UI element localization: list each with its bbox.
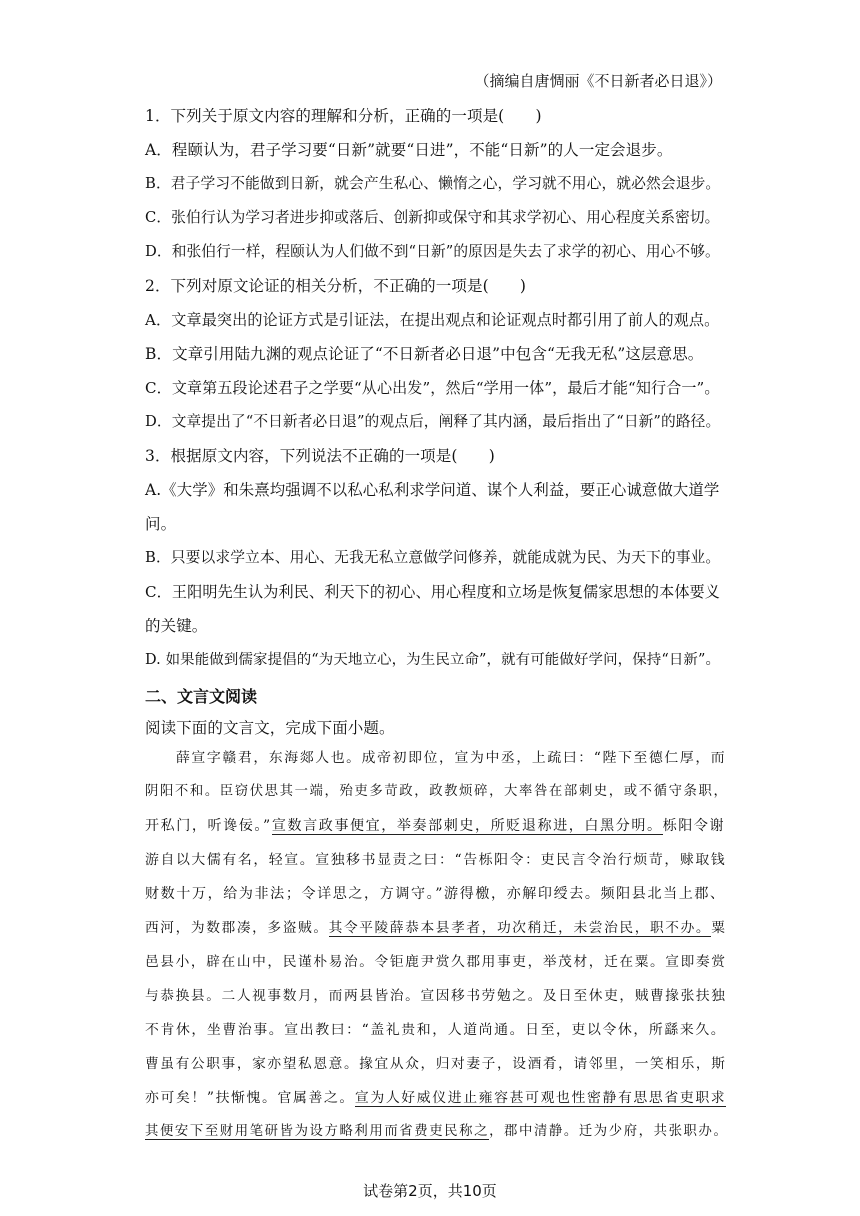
question-2-option-b: B．文章引用陆九渊的观点论证了“不日新者必日退”中包含“无我无私”这层意思。 <box>145 345 704 363</box>
passage-line <box>145 918 727 938</box>
underlined-sentence: 宣为人好威仪进止雍容甚可观也性密静有思思省吏职求 <box>354 1090 727 1106</box>
question-2-option-c: C．文章第五段论述君子之学要“从心出发”，然后“学用一体”，最后才能“知行合一”。 <box>145 379 720 397</box>
question-1-option-a: A．程颐认为，君子学习要“日新”就要“日进”，不能“日新”的人一定会退步。 <box>145 141 673 159</box>
passage-text: 粟 <box>711 920 727 936</box>
page-footer: 试卷第2页，共10页 <box>363 1182 497 1200</box>
underlined-sentence: 其便安下至财用笔研皆为设方略利用而省费吏民称之 <box>145 1124 490 1139</box>
passage-text: 开私门，听谗佞。” <box>145 818 272 834</box>
passage-line: 与恭换县。二人视事数月，而两县皆治。宣因移书劳勉之。及日至休吏，贼曹掾张扶独 <box>145 988 727 1004</box>
passage-text: 栎阳令谢 <box>662 818 726 834</box>
question-1-stem: 1．下列关于原文内容的理解和分析，正确的一项是( ) <box>145 107 542 125</box>
question-2-option-a: A．文章最突出的论证方式是引证法，在提出观点和论证观点时都引用了前人的观点。 <box>145 311 720 329</box>
passage-line: 曹虽有公职事，家亦望私恩意。掾宜从众，归对妻子，设酒肴，请邻里，一笑相乐，斯 <box>145 1056 727 1072</box>
passage-line: 薛宣字赣君，东海郯人也。成帝初即位，宣为中丞，上疏曰：“陛下至德仁厚，而 <box>145 750 727 766</box>
question-2-stem: 2．下列对原文论证的相关分析，不正确的一项是( ) <box>145 277 527 295</box>
section-instruction: 阅读下面的文言文，完成下面小题。 <box>145 719 395 737</box>
question-3-option-c-continued: 的关键。 <box>145 617 208 635</box>
question-1-option-d: D．和张伯行一样，程颐认为人们做不到“日新”的原因是失去了求学的初心、用心不够。 <box>145 243 720 260</box>
passage-text: ，郡中清静。迁为少府，共张职办。 <box>489 1124 729 1139</box>
passage-line: 邑县小，辟在山中，民谨朴易治。令钜鹿尹赏久郡用事吏，举茂材，迁在粟。宣即奏赏 <box>145 954 727 970</box>
underlined-sentence: 其令平陵薛恭本县孝者，功次稍迁，未尝治民，职不办。 <box>328 920 712 936</box>
source-citation: （摘编自唐惆丽《不日新者必日退》） <box>474 72 722 90</box>
question-3-option-a: A.《大学》和朱熹均强调不以私心私利求学问道、谋个人利益，要正心诚意做大道学 <box>145 481 720 499</box>
underlined-sentence: 宣数言政事便宜，举奏部刺史，所贬退称进，白黑分明。 <box>271 818 663 834</box>
passage-line: 游自以大儒有名，轻宣。宣独移书显责之曰：“告栎阳令：吏民言令治行烦苛，赇取钱 <box>145 852 727 868</box>
passage-text: 亦可矣！”扶惭愧。官属善之。 <box>145 1090 355 1106</box>
passage-line <box>145 816 726 836</box>
question-2-option-d: D．文章提出了“不日新者必日退”的观点后，阐释了其内涵，最后指出了“日新”的路径。 <box>145 413 721 430</box>
passage-line: 阴阳不和。臣窃伏思其一端，殆吏多苛政，政教烦碎，大率咎在部刺史，或不循守条职， <box>145 784 729 799</box>
passage-line: 不肯休，坐曹治事。宣出教曰：“盖礼贵和，人道尚通。日至，吏以令休，所繇来久。 <box>145 1022 727 1038</box>
passage-line: 财数十万，给为非法；令详思之，方调守。”游得檄，亦解印绶去。频阳县北当上郡、 <box>145 886 726 902</box>
passage-line <box>145 1122 729 1142</box>
question-3-option-b: B．只要以求学立本、用心、无我无私立意做学问修养，就能成就为民、为天下的事业。 <box>145 549 721 566</box>
question-3-stem: 3．根据原文内容，下列说法不正确的一项是( ) <box>145 447 495 465</box>
question-1-option-b: B．君子学习不能做到日新，就会产生私心、懒惰之心，学习就不用心，就必然会退步。 <box>145 175 721 192</box>
question-3-option-d: D. 如果能做到儒家提倡的“为天地立心，为生民立命”，就有可能做好学问，保持“日新”。 <box>145 652 721 668</box>
section-heading: 二、文言文阅读 <box>145 687 258 706</box>
passage-text: 西河，为数郡凑，多盗贼。 <box>145 920 329 936</box>
passage-line <box>145 1088 727 1108</box>
question-1-option-c: C．张伯行认为学习者进步抑或落后、创新抑或保守和其求学初心、用心程度关系密切。 <box>145 209 720 226</box>
question-3-option-a-continued: 问。 <box>145 515 177 533</box>
question-3-option-c: C．王阳明先生认为利民、利天下的初心、用心程度和立场是恢复儒家思想的本体要义 <box>145 583 720 601</box>
